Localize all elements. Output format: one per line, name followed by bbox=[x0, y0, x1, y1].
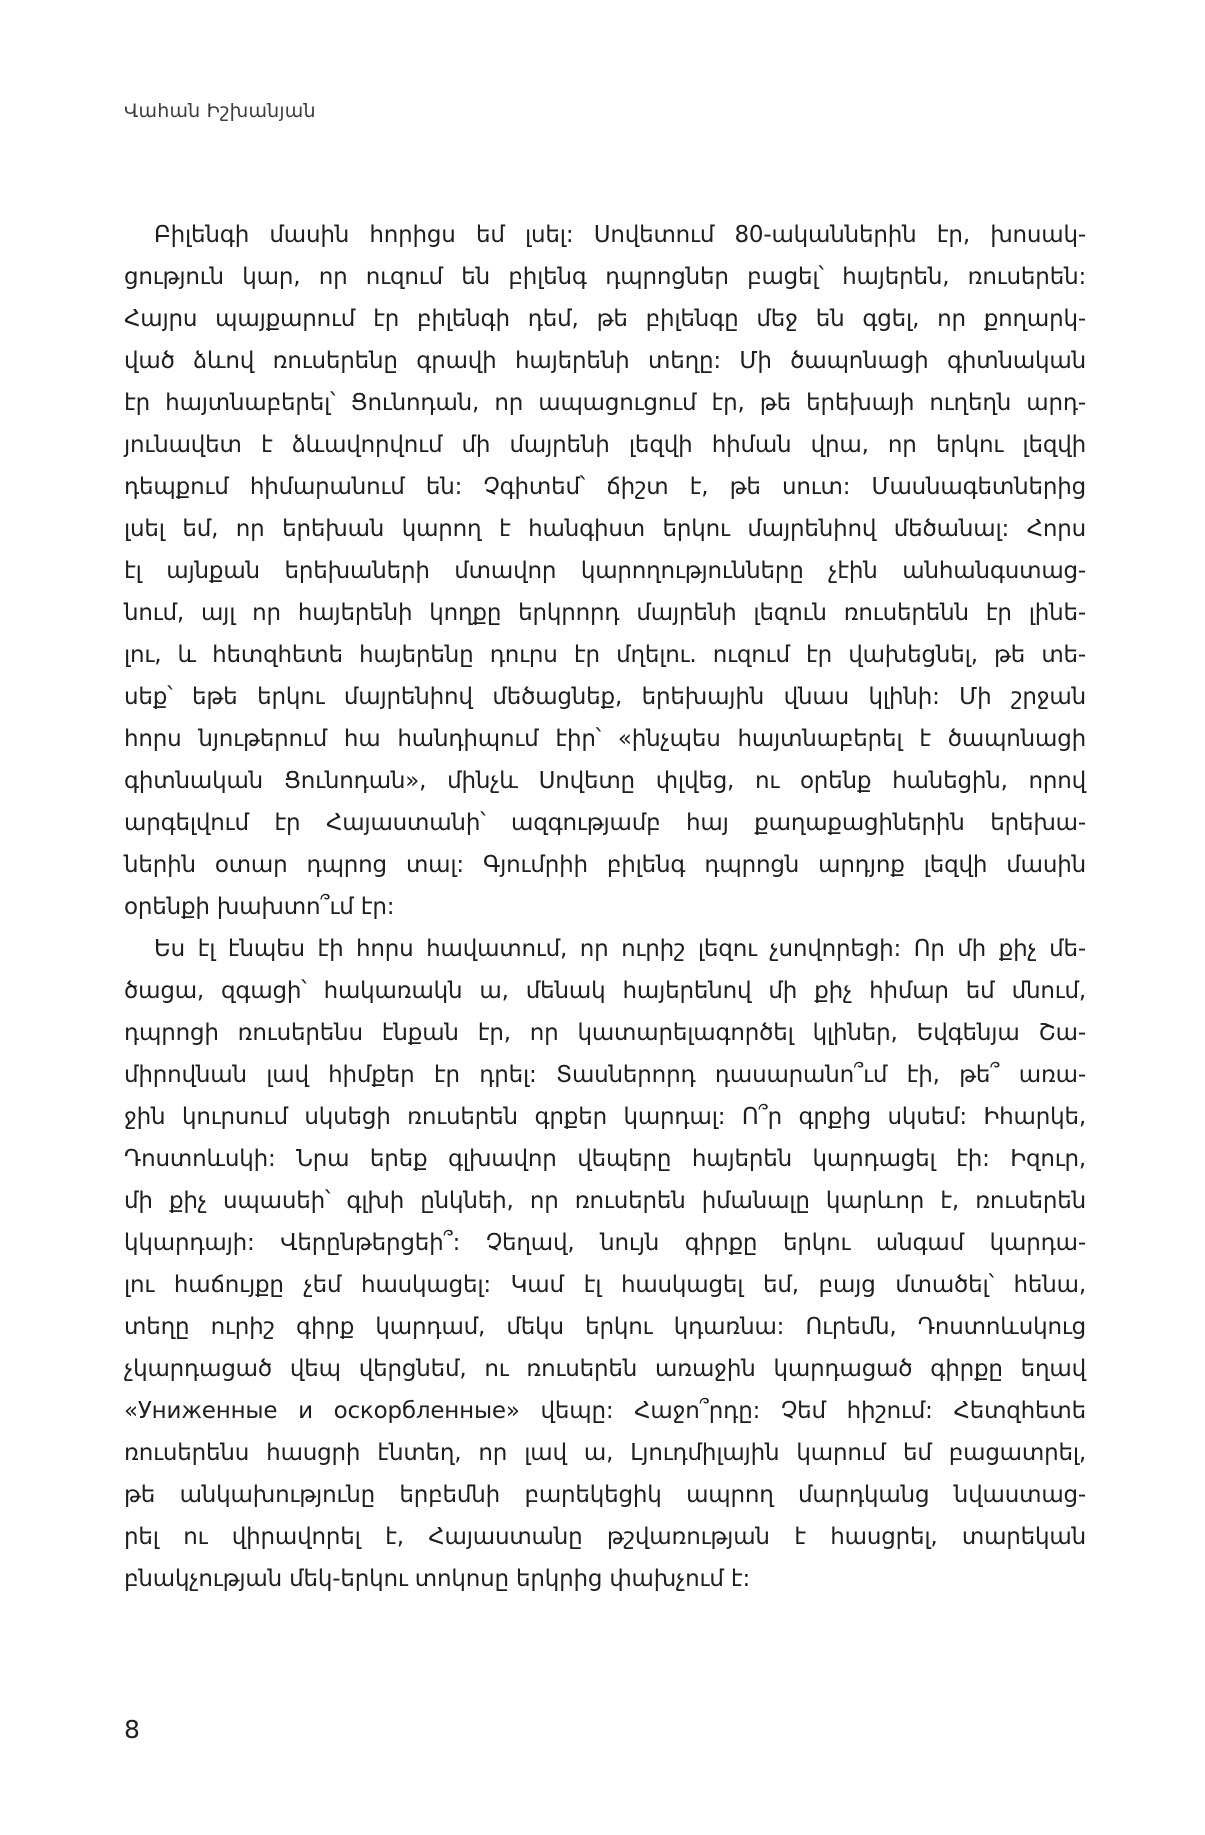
text-line: հորս նյութերում հա հանդիպում էիր՝ «ինչպես հայտնաբերել է ծապոնացի bbox=[124, 726, 1086, 752]
text-line: չկարդացած վեպ վերցնեմ, ու ռուսերեն առաջին կարդացած գիրքը եղավ bbox=[124, 1356, 1086, 1382]
text-line: տեղը ուրիշ գիրք կարդամ, մեկս երկու կդառնա: Ուրեմն, Դոստոևսկուց bbox=[124, 1314, 1086, 1340]
body-text bbox=[124, 214, 1086, 1600]
text-line: ներին օտար դպրոց տալ: Գյումրիի բիլենգ դպրոցն արդյոք լեզվի մասին bbox=[124, 852, 1086, 878]
text-line: Դոստոևսկի: Նրա երեք գլխավոր վեպերը հայերեն կարդացել էի: Իզուր, bbox=[124, 1146, 1086, 1172]
running-header-author: Վահան Իշխանյան bbox=[124, 100, 316, 122]
text-line: ված ձևով ռուսերենը գրավի հայերենի տեղը: Մի ծապոնացի գիտնական bbox=[124, 348, 1086, 374]
text-line: բնակչության մեկ-երկու տոկոսը երկրից փախչում է: bbox=[124, 1566, 751, 1592]
text-line: գիտնական Ցունոդան», մինչև Սովետը փլվեց, ու օրենք հանեցին, որով bbox=[124, 768, 1086, 794]
text-line: «Униженные и оскорбленные» վեպը: Հաջո՞րդը: Չեմ հիշում: Հետզհետե bbox=[124, 1398, 1086, 1424]
text-line: թե անկախությունը երբեմնի բարեկեցիկ ապրող մարդկանց նվաստաց- bbox=[124, 1482, 1086, 1508]
text-line: ջին կուրսում սկսեցի ռուսերեն գրքեր կարդալ: Ո՞ր գրքից սկսեմ: Իհարկե, bbox=[124, 1104, 1086, 1130]
text-line: ցություն կար, որ ուզում են բիլենգ դպրոցներ բացել՝ հայերեն, ռուսերեն: bbox=[124, 264, 1086, 290]
text-line: դպրոցի ռուսերենս էնքան էր, որ կատարելագործել կլիներ, Եվգենյա Շա- bbox=[124, 1020, 1086, 1046]
text-line: արգելվում էր Հայաստանի՝ ազգությամբ հայ քաղաքացիներին երեխա- bbox=[124, 810, 1086, 836]
text-line: միրովնան լավ հիմքեր էր դրել: Տասներորդ դասարանո՞ւմ էի, թե՞ առա- bbox=[124, 1062, 1086, 1088]
text-line: լու հաճույքը չեմ հասկացել: Կամ էլ հասկացել եմ, բայց մտածել՝ հենա, bbox=[124, 1272, 1086, 1298]
text-line: սեք՝ եթե երկու մայրենիով մեծացնեք, երեխային վնաս կլինի: Մի շրջան bbox=[124, 684, 1086, 710]
text-line: էր հայտնաբերել՝ Ցունոդան, որ ապացուցում էր, թե երեխայի ուղեղն արդ- bbox=[124, 390, 1086, 416]
text-line: Հայրս պայքարում էր բիլենգի դեմ, թե բիլենգը մեջ են գցել, որ քողարկ- bbox=[124, 306, 1086, 332]
text-line: էլ այնքան երեխաների մտավոր կարողությունները չէին անհանգստաց- bbox=[124, 558, 1086, 584]
text-line: ծացա, զգացի՝ հակառակն ա, մենակ հայերենով մի քիչ հիմար եմ մնում, bbox=[124, 978, 1086, 1004]
page-number: 8 bbox=[124, 1715, 140, 1744]
text-line: լու, և հետզհետե հայերենը դուրս էր մղելու. ուզում էր վախեցնել, թե տե- bbox=[124, 642, 1086, 668]
text-line: նում, այլ որ հայերենի կողքը երկրորդ մայրենի լեզուն ռուսերենն էր լինե- bbox=[124, 600, 1086, 626]
text-line: օրենքի խախտո՞ւմ էր: bbox=[124, 894, 395, 920]
text-line: յունավետ է ձևավորվում մի մայրենի լեզվի հիման վրա, որ երկու լեզվի bbox=[124, 432, 1086, 458]
text-line: րել ու վիրավորել է, Հայաստանը թշվառության է հասցրել, տարեկան bbox=[124, 1524, 1086, 1550]
text-line: Բիլենգի մասին հորիցս եմ լսել: Սովետում 80-ականներին էր, խոսակ- bbox=[154, 222, 1086, 248]
text-line: դեպքում հիմարանում են: Չգիտեմ՝ ճիշտ է, թե սուտ: Մասնագետներից bbox=[124, 474, 1086, 500]
text-line: ռուսերենս հասցրի էնտեղ, որ լավ ա, Լյուդմիլային կարում եմ բացատրել, bbox=[124, 1440, 1086, 1466]
text-line: կկարդայի: Վերընթերցեի՞: Չեղավ, նույն գիրքը երկու անգամ կարդա- bbox=[124, 1230, 1086, 1256]
text-line: Ես էլ էնպես էի հորս հավատում, որ ուրիշ լեզու չսովորեցի: Որ մի քիչ մե- bbox=[154, 936, 1086, 962]
text-line: մի քիչ սպասեի՝ գլխի ընկնեի, որ ռուսերեն իմանալը կարևոր է, ռուսերեն bbox=[124, 1188, 1086, 1214]
text-line: լսել եմ, որ երեխան կարող է հանգիստ երկու մայրենիով մեծանալ: Հորս bbox=[124, 516, 1086, 542]
